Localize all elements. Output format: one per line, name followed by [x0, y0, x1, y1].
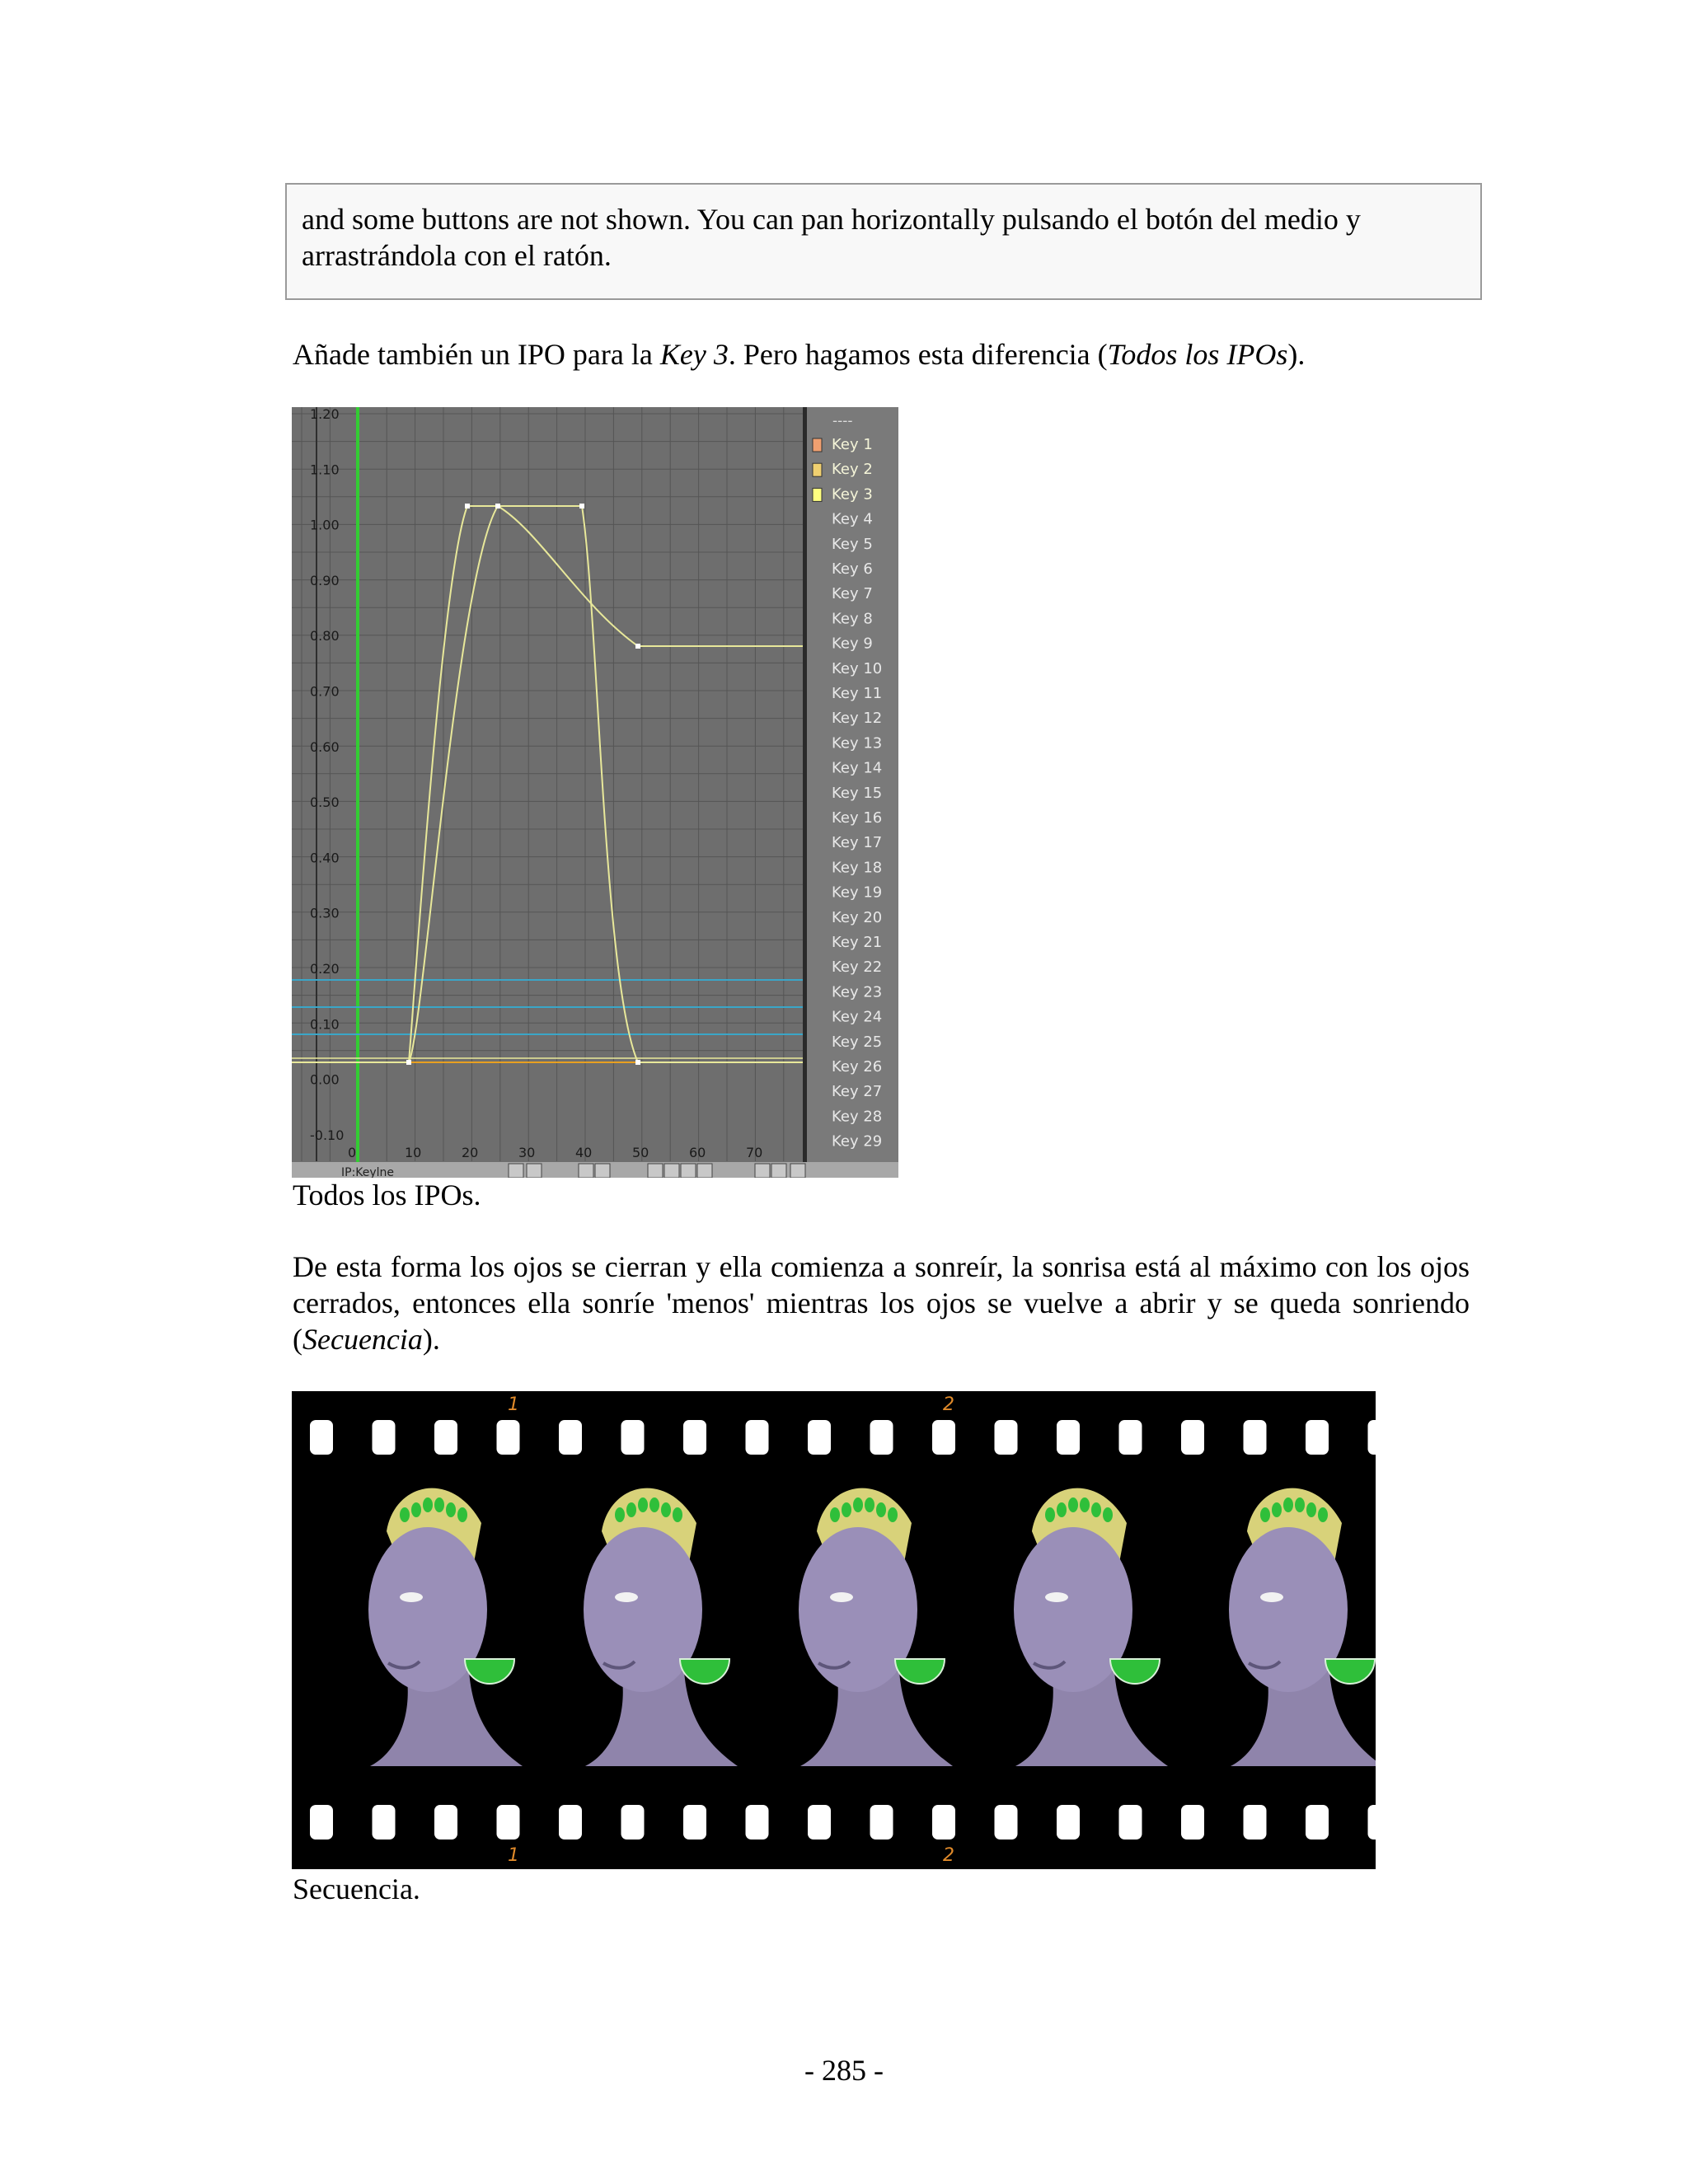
- gem: [842, 1502, 851, 1517]
- sprocket-hole: [808, 1805, 831, 1840]
- gem: [626, 1502, 636, 1517]
- gem: [457, 1507, 467, 1522]
- ipo-figure-caption: Todos los IPOs.: [293, 1179, 481, 1212]
- sprocket-hole: [746, 1805, 769, 1840]
- note-line-1: and some buttons are not shown. You can pan horizontally pulsando el botón del medio y: [302, 203, 1361, 236]
- key-list-item[interactable]: Key 12: [832, 710, 883, 728]
- intro-emphasis-key3: Key 3: [659, 338, 729, 371]
- x-tick-label: 70: [746, 1145, 763, 1160]
- sprocket-hole: [1306, 1805, 1329, 1840]
- y-tick-label: 0.50: [310, 794, 340, 811]
- gem: [446, 1502, 456, 1517]
- key-list-item[interactable]: Key 1: [832, 436, 873, 453]
- eye: [400, 1592, 423, 1602]
- header-button[interactable]: [790, 1164, 805, 1178]
- description-end: ).: [422, 1323, 440, 1356]
- key-list-item[interactable]: Key 10: [832, 659, 883, 677]
- sprocket-hole: [559, 1805, 582, 1840]
- sprocket-hole: [995, 1805, 1018, 1840]
- key-list-item[interactable]: Key 24: [832, 1008, 883, 1026]
- film-strip-image: [292, 1391, 1376, 1869]
- gem: [638, 1497, 648, 1512]
- gem: [615, 1507, 625, 1522]
- sprocket-hole: [373, 1420, 396, 1455]
- key-list-item[interactable]: Key 7: [832, 585, 873, 603]
- key-list-item[interactable]: Key 4: [832, 510, 873, 528]
- control-point: [579, 504, 584, 509]
- sprocket-hole: [746, 1420, 769, 1455]
- control-point: [495, 504, 500, 509]
- key-list-item[interactable]: Key 14: [832, 759, 883, 777]
- y-tick-label: 0.40: [310, 850, 340, 866]
- sprocket-hole: [310, 1805, 333, 1840]
- key-list-item[interactable]: Key 20: [832, 908, 883, 926]
- gem: [661, 1502, 671, 1517]
- key-list-item[interactable]: Key 22: [832, 958, 883, 977]
- intro-text-2: . Pero hagamos esta diferencia (: [728, 338, 1108, 371]
- gem: [1272, 1502, 1282, 1517]
- sprocket-hole: [1181, 1805, 1204, 1840]
- sprocket-hole: [497, 1420, 520, 1455]
- gem: [673, 1507, 682, 1522]
- key-list-item[interactable]: Key 28: [832, 1108, 883, 1126]
- sprocket-hole: [995, 1420, 1018, 1455]
- sprocket-hole: [932, 1805, 955, 1840]
- y-tick-label: 0.80: [310, 628, 340, 644]
- sprocket-hole: [1368, 1805, 1376, 1840]
- y-tick-label: 0.00: [310, 1071, 340, 1088]
- key-list-item[interactable]: Key 18: [832, 859, 883, 877]
- header-button[interactable]: [527, 1164, 542, 1178]
- key-list-item[interactable]: Key 9: [832, 635, 873, 653]
- sprocket-hole: [870, 1805, 893, 1840]
- sprocket-hole: [621, 1420, 645, 1455]
- y-tick-label: -0.10: [310, 1127, 345, 1143]
- header-plus-icon[interactable]: [579, 1164, 593, 1178]
- key-color-swatch: [813, 438, 822, 452]
- sprocket-hole: [1306, 1420, 1329, 1455]
- key-list-item[interactable]: Key 23: [832, 983, 883, 1001]
- y-tick-label: 0.30: [310, 905, 340, 921]
- eye: [615, 1592, 638, 1602]
- key-list-item[interactable]: Key 15: [832, 784, 883, 802]
- y-tick-label: 0.70: [310, 683, 340, 700]
- gem: [830, 1507, 840, 1522]
- sprocket-hole: [434, 1420, 457, 1455]
- sprocket-hole: [932, 1420, 955, 1455]
- header-button[interactable]: [664, 1164, 679, 1178]
- sprocket-hole: [1057, 1805, 1080, 1840]
- frame-number-top-1: 1: [508, 1394, 519, 1415]
- header-button[interactable]: [697, 1164, 712, 1178]
- header-button[interactable]: [648, 1164, 663, 1178]
- frame-number-bottom-2: 2: [943, 1845, 954, 1866]
- x-tick-label: 40: [575, 1145, 593, 1160]
- x-tick-label: 0: [348, 1145, 357, 1160]
- legend-divider: [803, 407, 807, 1178]
- control-point: [635, 644, 640, 649]
- gem: [1080, 1497, 1090, 1512]
- sprocket-hole: [808, 1420, 831, 1455]
- header-close-icon[interactable]: [509, 1164, 523, 1178]
- sprocket-hole: [434, 1805, 457, 1840]
- key-list-item[interactable]: Key 2: [832, 461, 873, 479]
- y-tick-label: 1.10: [310, 462, 340, 478]
- note-line-2: arrastrándola con el ratón.: [302, 239, 612, 272]
- key-list-item[interactable]: Key 29: [832, 1132, 883, 1151]
- gem: [1103, 1507, 1113, 1522]
- sprocket-hole: [373, 1805, 396, 1840]
- key-list-item[interactable]: Key 11: [832, 685, 883, 702]
- y-tick-label: 0.60: [310, 738, 340, 755]
- y-tick-label: 0.10: [310, 1016, 340, 1033]
- gem: [1260, 1507, 1270, 1522]
- y-tick-label: 1.00: [310, 517, 340, 533]
- eye: [1260, 1592, 1283, 1602]
- y-tick-label: 0.20: [310, 961, 340, 977]
- ipo-editor-screenshot: [292, 407, 898, 1178]
- ipo-header-text: IP:Keylne: [341, 1166, 395, 1178]
- eye: [1045, 1592, 1068, 1602]
- gem: [1295, 1497, 1305, 1512]
- key-list-item[interactable]: Key 8: [832, 610, 873, 628]
- key-list-item[interactable]: Key 21: [832, 934, 883, 951]
- key-list-item[interactable]: Key 19: [832, 883, 883, 902]
- key-color-swatch: [813, 488, 822, 501]
- gem: [888, 1507, 898, 1522]
- sprocket-hole: [1368, 1420, 1376, 1455]
- gem: [649, 1497, 659, 1512]
- key-list-item[interactable]: Key 26: [832, 1058, 883, 1076]
- frame-number-top-2: 2: [943, 1394, 954, 1415]
- gem: [1283, 1497, 1293, 1512]
- key-list-item[interactable]: Key 3: [832, 485, 873, 504]
- intro-paragraph: [293, 336, 1470, 373]
- x-tick-label: 20: [462, 1145, 479, 1160]
- sprocket-hole: [1181, 1420, 1204, 1455]
- header-up-icon[interactable]: [595, 1164, 610, 1178]
- header-button[interactable]: [681, 1164, 696, 1178]
- key-list-item[interactable]: Key 25: [832, 1033, 883, 1051]
- control-point: [406, 1060, 411, 1065]
- x-tick-label: 30: [518, 1145, 536, 1160]
- sprocket-hole: [1244, 1805, 1267, 1840]
- sprocket-hole: [1244, 1420, 1267, 1455]
- gem: [411, 1502, 421, 1517]
- page-number: - 285 -: [804, 2054, 884, 2087]
- x-tick-label: 10: [405, 1145, 422, 1160]
- sprocket-hole: [621, 1805, 645, 1840]
- gem: [400, 1507, 410, 1522]
- x-tick-label: 50: [632, 1145, 649, 1160]
- gem: [865, 1497, 874, 1512]
- y-tick-label: 0.90: [310, 572, 340, 588]
- key-list-item[interactable]: Key 6: [832, 560, 873, 578]
- gem: [1318, 1507, 1328, 1522]
- intro-text-3: ).: [1287, 338, 1306, 371]
- control-point: [635, 1060, 640, 1065]
- description-text: De esta forma los ojos se cierran y ella comienza a sonreír, la sonrisa está al máximo con los ojos cerrados, entonces ella sonríe 'menos' mientras los ojos se vuelve a abrir y se queda sonriendo (: [293, 1250, 1470, 1356]
- gem: [876, 1502, 886, 1517]
- gem: [1068, 1497, 1078, 1512]
- sprocket-hole: [683, 1805, 706, 1840]
- header-button[interactable]: [771, 1164, 786, 1178]
- sprocket-hole: [497, 1805, 520, 1840]
- gem: [1306, 1502, 1316, 1517]
- key-list-item[interactable]: Key 13: [832, 734, 883, 752]
- key-list-item[interactable]: Key 5: [832, 535, 873, 553]
- eye: [830, 1592, 853, 1602]
- y-tick-label: 1.20: [310, 407, 340, 422]
- control-point: [465, 504, 470, 509]
- sprocket-hole: [1057, 1420, 1080, 1455]
- sprocket-hole: [1119, 1805, 1142, 1840]
- gem: [853, 1497, 863, 1512]
- description-emphasis: Secuencia: [302, 1323, 423, 1356]
- film-figure-caption: Secuencia.: [293, 1872, 420, 1905]
- sprocket-hole: [683, 1420, 706, 1455]
- gem: [1091, 1502, 1101, 1517]
- gem: [1045, 1507, 1055, 1522]
- intro-text-1: Añade también un IPO para la: [293, 338, 660, 371]
- key-color-swatch: [813, 463, 822, 476]
- sprocket-hole: [870, 1420, 893, 1455]
- legend-header: ----: [832, 413, 853, 429]
- gem: [423, 1497, 433, 1512]
- sprocket-hole: [310, 1420, 333, 1455]
- intro-emphasis-todos: Todos los IPOs: [1107, 338, 1288, 371]
- frame-number-bottom-1: 1: [508, 1845, 519, 1866]
- gem: [434, 1497, 444, 1512]
- gem: [1057, 1502, 1067, 1517]
- key-list-item[interactable]: Key 27: [832, 1083, 883, 1101]
- sprocket-hole: [1119, 1420, 1142, 1455]
- key-list-item[interactable]: Key 17: [832, 834, 883, 852]
- sprocket-hole: [559, 1420, 582, 1455]
- note-box: [285, 183, 1482, 300]
- key-list-item[interactable]: Key 16: [832, 809, 883, 827]
- x-tick-label: 60: [689, 1145, 706, 1160]
- header-zoom-icon[interactable]: [755, 1164, 770, 1178]
- description-paragraph: [293, 1249, 1470, 1357]
